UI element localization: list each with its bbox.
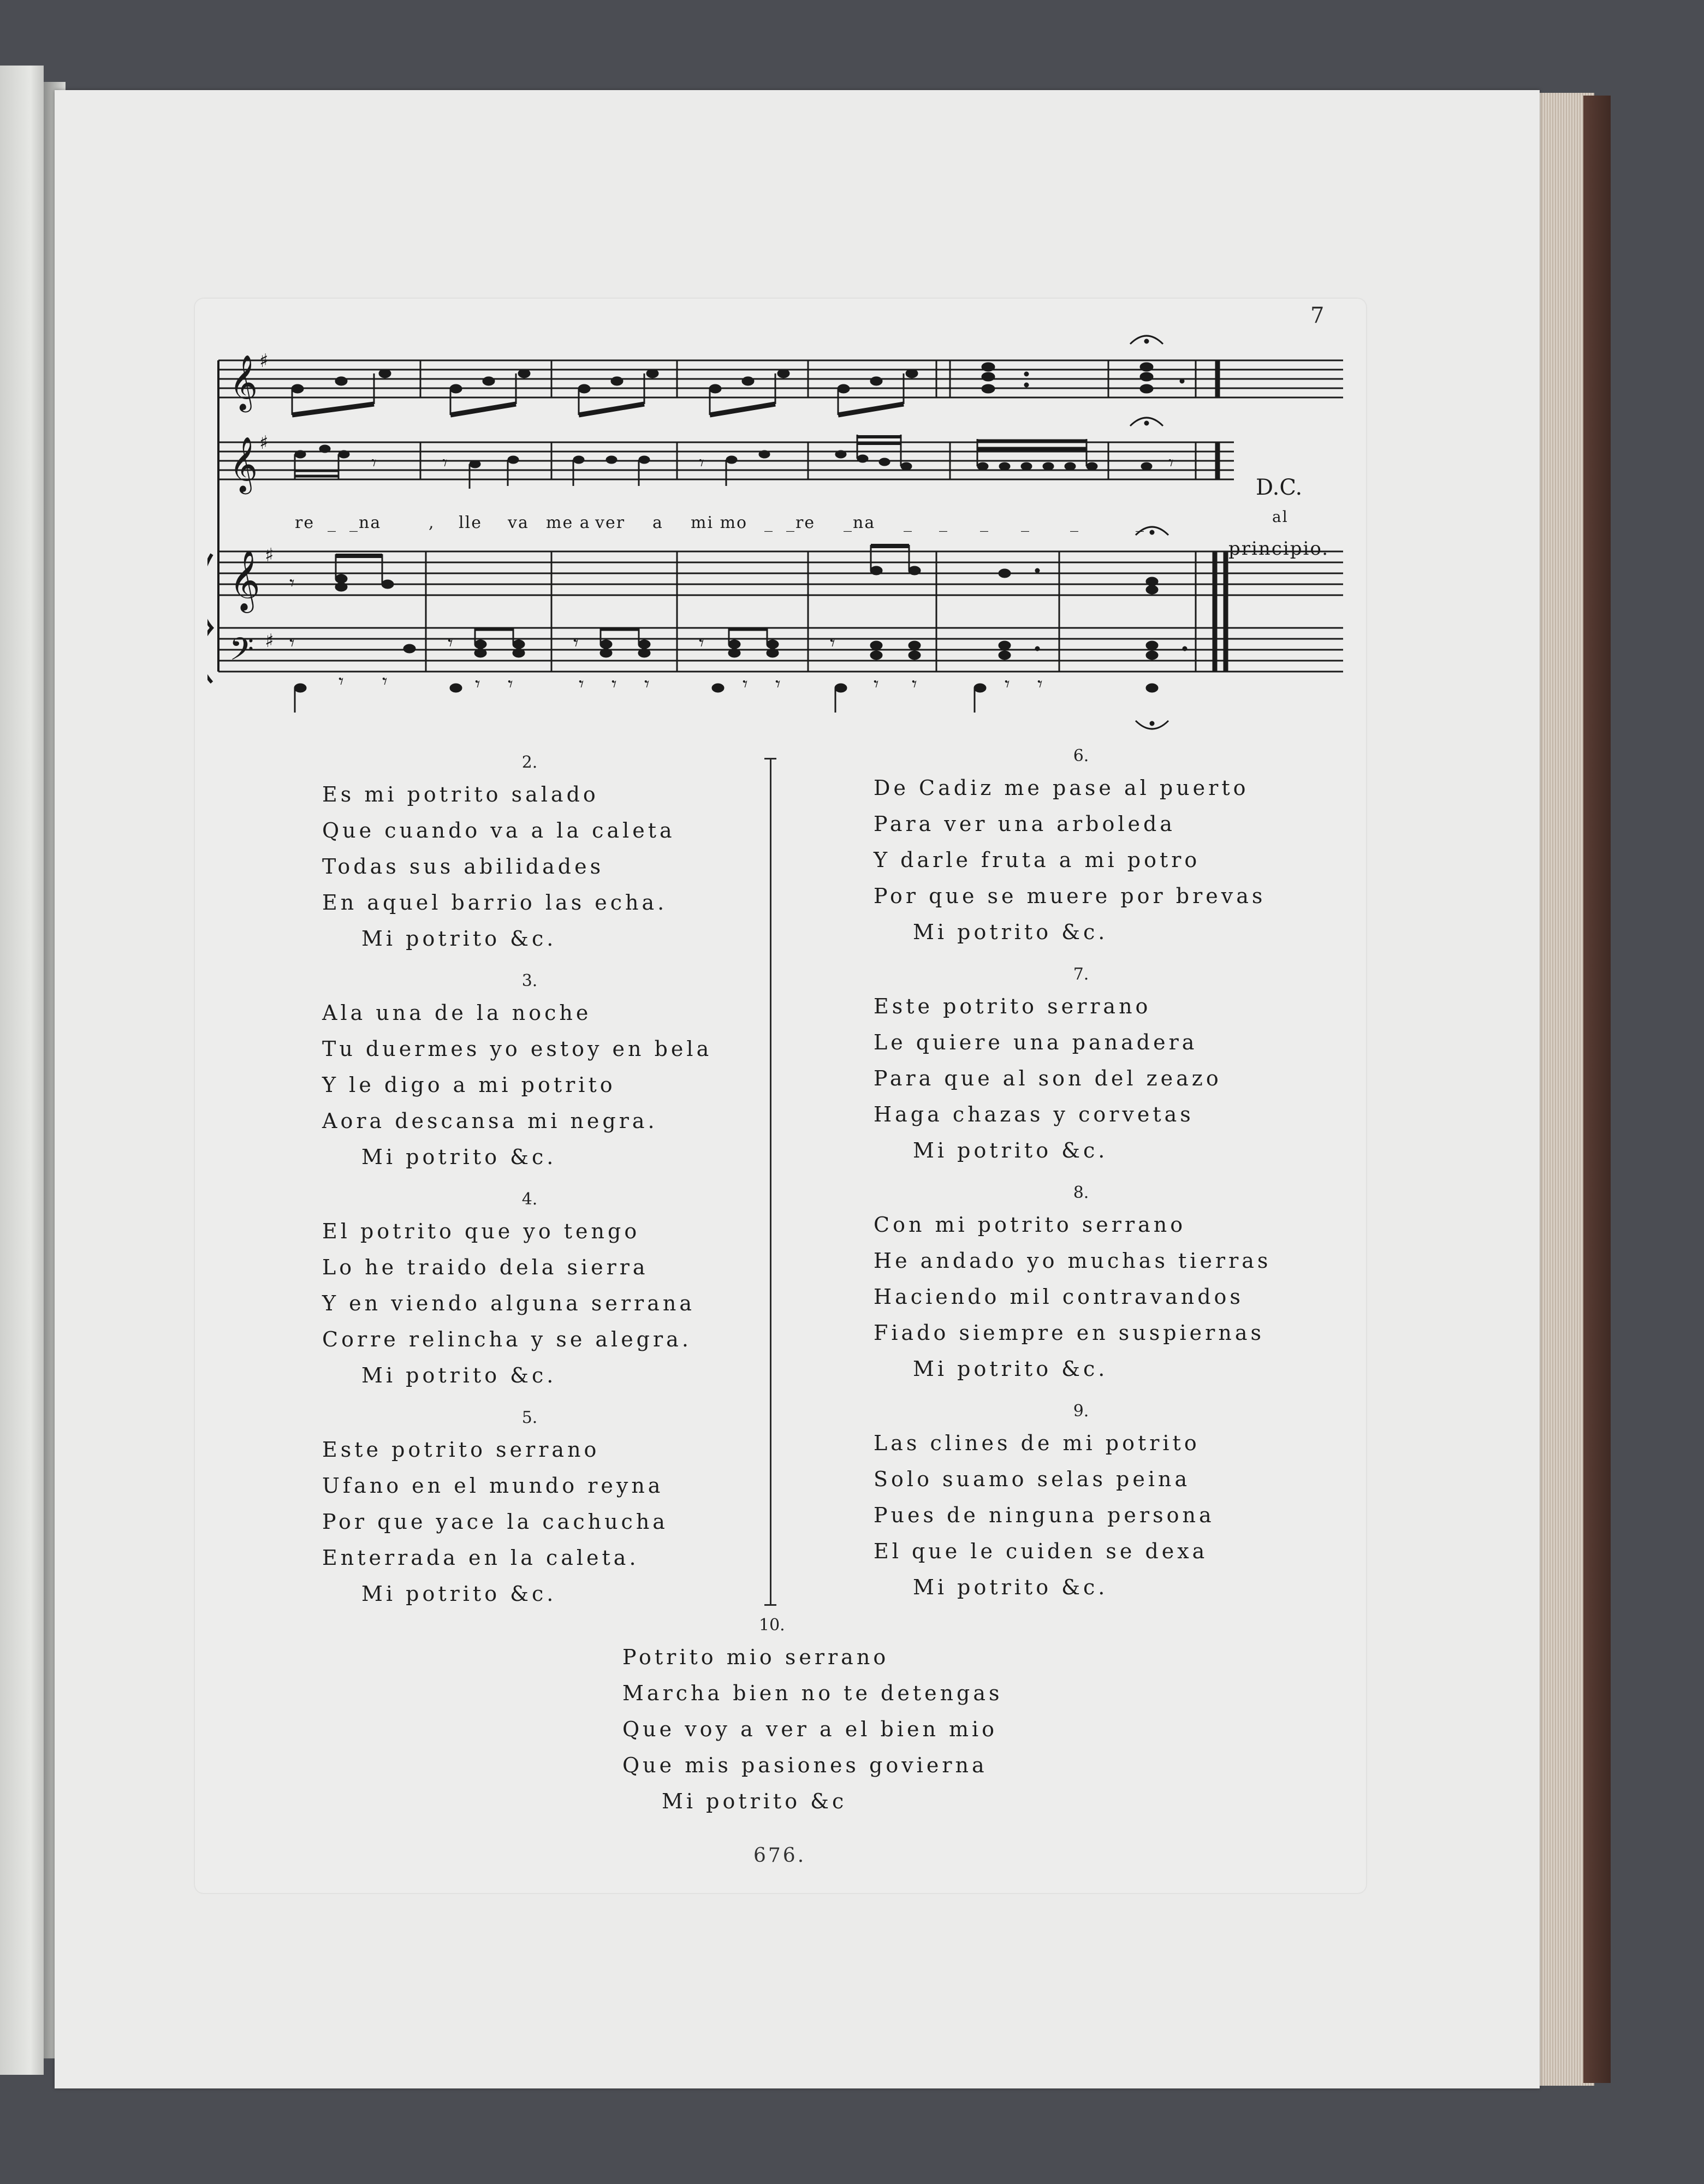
svg-text:𝄾: 𝄾 [573, 632, 579, 655]
svg-text:𝄾: 𝄾 [448, 632, 453, 655]
svg-text:𝄾: 𝄾 [1037, 673, 1043, 696]
voice-notes-m4 [699, 450, 770, 486]
svg-text:𝄾: 𝄾 [775, 673, 781, 696]
verse-line: Marcha bien no te detengas [622, 1681, 1003, 1705]
svg-text:𝄾: 𝄾 [442, 452, 448, 474]
svg-text:𝄾: 𝄾 [339, 670, 344, 693]
verse-line: Este potrito serrano [874, 994, 1151, 1018]
verse-line: Que mis pasiones govierna [622, 1753, 988, 1777]
verse-line: Enterrada en la caleta. [322, 1546, 639, 1570]
voice-notes-m1 [295, 445, 377, 479]
lyric-syllable: me a [546, 513, 591, 532]
verse-line: Ala una de la noche [322, 1001, 592, 1025]
piano-bass-notes [289, 628, 1187, 729]
corner-page-marker: 7 [1310, 303, 1325, 328]
verse-line: Corre relincha y se alegra. [322, 1327, 692, 1351]
lyric-syllable: _ [939, 513, 948, 532]
verse-2 [322, 749, 737, 957]
svg-text:𝄾: 𝄾 [508, 673, 513, 696]
lyric-syllable: ver [595, 513, 626, 532]
verse-refrain: Mi potrito &c. [361, 1582, 557, 1606]
svg-text:𝄾: 𝄾 [1005, 673, 1010, 696]
svg-text:𝄾: 𝄾 [830, 632, 835, 655]
lyric-syllable: lle [459, 513, 482, 532]
al-text: al [1272, 508, 1289, 526]
voice-staff-notes [295, 418, 1174, 489]
verse-line: El que le cuiden se dexa [874, 1539, 1208, 1563]
verse-refrain: Mi potrito &c. [361, 1363, 557, 1387]
verse-line: Y en viendo alguna serrana [322, 1291, 695, 1315]
voice-notes-m6 [977, 439, 1097, 470]
treble-staff-upper [218, 360, 1343, 397]
verse-7 [874, 961, 1289, 1168]
upper-staff-notes [292, 336, 1184, 415]
sharp-icon: ♯ [259, 432, 269, 454]
back-cover-board [1583, 96, 1611, 2083]
verse-refrain: Mi potrito &c. [913, 920, 1108, 944]
verse-10 [622, 1612, 1037, 1819]
verse-9 [874, 1398, 1289, 1605]
verse-number: 8. [1073, 1183, 1089, 1202]
verse-number: 2. [521, 753, 538, 772]
sharp-icon: ♯ [265, 544, 274, 566]
sharp-icon: ♯ [259, 350, 269, 372]
lyric-syllable: _ [764, 513, 774, 532]
bass-clef-icon: 𝄢 [229, 631, 254, 675]
verse-line: Para que al son del zeazo [874, 1066, 1222, 1090]
verse-4 [322, 1186, 737, 1393]
principio-text: principio. [1228, 538, 1329, 560]
piano-bass-staff [218, 628, 1343, 672]
verse-refrain: Mi potrito &c. [913, 1357, 1108, 1381]
verse-line: Y darle fruta a mi potro [874, 848, 1201, 872]
verse-number: 6. [1073, 746, 1089, 765]
svg-text:𝄾: 𝄾 [611, 673, 617, 696]
verse-number: 4. [521, 1190, 538, 1209]
page-number: 676. [753, 1844, 806, 1867]
verse-refrain: Mi potrito &c. [361, 1145, 557, 1169]
lyric-syllable: _ [1136, 513, 1145, 532]
verse-line: Tu duermes yo estoy en bela [322, 1037, 713, 1061]
verse-line: Que cuando va a la caleta [322, 818, 675, 842]
svg-text:𝄾: 𝄾 [371, 452, 377, 474]
verse-line: Que voy a ver a el bien mio [622, 1717, 998, 1741]
verse-3 [322, 968, 737, 1175]
verse-line: Le quiere una panadera [874, 1030, 1198, 1054]
piano-treble-m6 [870, 545, 921, 575]
svg-text:𝄾: 𝄾 [743, 673, 748, 696]
verse-number: 9. [1073, 1402, 1089, 1421]
verse-number: 10. [759, 1616, 785, 1635]
verse-refrain: Mi potrito &c [662, 1789, 847, 1813]
verse-refrain: Mi potrito &c. [913, 1138, 1108, 1162]
verse-5 [322, 1404, 737, 1612]
verse-line: Todas sus abilidades [322, 854, 604, 879]
da-capo-marking: D.C. [1256, 475, 1303, 500]
verse-line: Pues de ninguna persona [874, 1503, 1215, 1527]
svg-text:𝄾: 𝄾 [874, 673, 879, 696]
sharp-icon: ♯ [265, 630, 274, 652]
lyric-syllable: a [652, 513, 663, 532]
verse-line: Por que se muere por brevas [874, 884, 1266, 908]
lyric-syllable: , [429, 513, 435, 532]
lyric-syllable: _na [844, 513, 876, 532]
lyric-syllable: _ [328, 513, 337, 532]
verse-number: 7. [1073, 965, 1089, 984]
svg-text:𝄾: 𝄾 [644, 673, 650, 696]
verse-8 [874, 1179, 1289, 1387]
verse-line: Potrito mio serrano [622, 1645, 889, 1669]
svg-text:𝄾: 𝄾 [475, 673, 480, 696]
beamed-notes [450, 369, 530, 415]
verse-line: Ufano en el mundo reyna [322, 1474, 664, 1498]
verse-line: El potrito que yo tengo [322, 1219, 640, 1243]
beamed-notes [838, 369, 918, 415]
svg-text:𝄾: 𝄾 [579, 673, 584, 696]
fermata-dot [1144, 339, 1149, 343]
verse-line: Haciendo mil contravandos [874, 1285, 1244, 1309]
verse-line: Haga chazas y corvetas [874, 1102, 1194, 1126]
svg-text:𝄾: 𝄾 [699, 452, 704, 474]
verse-line: He andado yo muchas tierras [874, 1249, 1272, 1273]
bass-m6 [974, 641, 1043, 713]
column-divider-rule [770, 758, 771, 1605]
svg-text:𝄾: 𝄾 [289, 632, 295, 655]
left-page-edge [0, 66, 44, 2075]
lyric-syllable: va [508, 513, 529, 532]
svg-text:𝄾: 𝄾 [1168, 452, 1174, 474]
verse-line: Y le digo a mi potrito [322, 1073, 616, 1097]
piano-chord-m1 [289, 554, 394, 595]
lyric-syllable: _ [904, 513, 913, 532]
lyric-syllable: re [295, 513, 315, 532]
lyric-syllable: _na [349, 513, 382, 532]
verse-refrain: Mi potrito &c. [361, 927, 557, 951]
divider-cap-top [764, 758, 776, 759]
svg-text:𝄾: 𝄾 [912, 673, 917, 696]
voice-notes-m7 [1130, 418, 1174, 474]
lyric-syllable: _ [1021, 513, 1030, 532]
lyric-syllable: _ [1070, 513, 1079, 532]
verse-line: Con mi potrito serrano [874, 1213, 1186, 1237]
treble-clef-icon: 𝄞 [229, 549, 260, 610]
verse-line: Por que yace la cachucha [322, 1510, 668, 1534]
beamed-notes [709, 369, 789, 415]
verse-number: 5. [521, 1408, 538, 1427]
verse-line: De Cadiz me pase al puerto [874, 776, 1249, 800]
verse-line: Para ver una arboleda [874, 812, 1175, 836]
treble-clef-icon: 𝄞 [229, 436, 258, 492]
verse-line: Solo suamo selas peina [874, 1467, 1191, 1491]
verse-refrain: Mi potrito &c. [913, 1575, 1108, 1599]
beamed-notes [578, 369, 658, 415]
verse-6 [874, 743, 1289, 950]
verse-line: Lo he traido dela sierra [322, 1255, 649, 1279]
svg-text:𝄾: 𝄾 [382, 670, 388, 693]
treble-clef-icon: 𝄞 [229, 354, 258, 410]
beamed-notes [292, 369, 391, 415]
verse-line: Aora descansa mi negra. [322, 1109, 658, 1133]
svg-text:𝄾: 𝄾 [699, 632, 704, 655]
verse-line: Las clines de mi potrito [874, 1431, 1200, 1455]
divider-cap-bottom [764, 1604, 776, 1606]
svg-text:𝄾: 𝄾 [289, 572, 295, 595]
bass-m7 [1136, 641, 1187, 729]
lyric-syllable: _re [786, 513, 816, 532]
piano-brace [207, 554, 212, 682]
barlines-piano [426, 551, 1226, 672]
verse-line: En aquel barrio las echa. [322, 891, 668, 915]
verse-line: Es mi potrito salado [322, 782, 599, 806]
verse-line: Fiado siempre en suspiernas [874, 1321, 1264, 1345]
lyric-syllable: _ [980, 513, 989, 532]
verse-line: Este potrito serrano [322, 1438, 600, 1462]
lyric-syllable: mi mo [691, 513, 748, 532]
verse-number: 3. [521, 971, 538, 990]
